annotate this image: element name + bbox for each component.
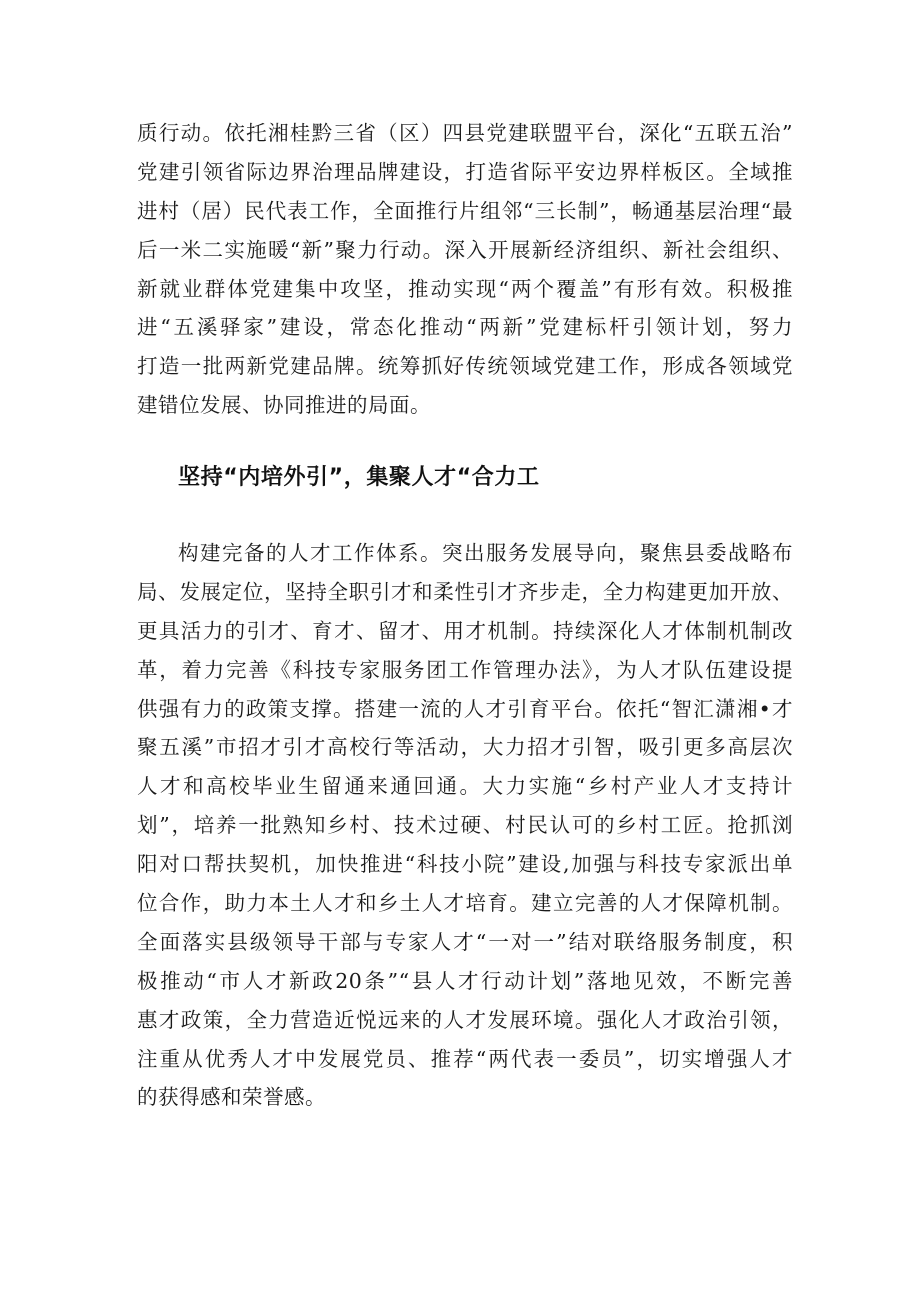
paragraph-line: 新就业群体党建集中攻坚，推动实现“两个覆盖”有形有效。积极推: [137, 276, 793, 301]
paragraph-line: 人才和高校毕业生留通来通回通。大力实施“乡村产业人才支持计: [137, 774, 793, 799]
paragraph-line: 聚五溪”市招才引才高校行等活动，大力招才引智，吸引更多高层次: [137, 735, 793, 760]
paragraph-line: 打造一批两新党建品牌。统筹抓好传统领域党建工作，形成各领域党: [137, 354, 793, 379]
paragraph-line: 革，着力完善《科技专家服务团工作管理办法》，为人才队伍建设提: [137, 657, 793, 682]
paragraph-line: 惠才政策，全力营造近悦远来的人才发展环境。强化人才政治引领，: [137, 1007, 793, 1032]
paragraph-party-building: [137, 114, 793, 425]
paragraph-line: 更具活力的引才、育才、留才、用才机制。持续深化人才体制机制改: [137, 618, 793, 643]
paragraph-line: 注重从优秀人才中发展党员、推荐“两代表一委员”，切实增强人才: [137, 1046, 793, 1071]
paragraph-line: 位合作，助力本土人才和乡土人才培育。建立完善的人才保障机制。: [137, 891, 793, 916]
paragraph-line: 构建完备的人才工作体系。突出服务发展导向，聚焦县委战略布: [178, 541, 793, 565]
paragraph-line: 阳对口帮扶契机，加快推进“科技小院”建设,加强与科技专家派出单: [137, 852, 793, 877]
paragraph-talent-work: [137, 534, 793, 1117]
paragraph-line: 党建引领省际边界治理品牌建设，打造省际平安边界样板区。全域推: [137, 159, 793, 184]
paragraph-line: 全面落实县级领导干部与专家人才“一对一”结对联络服务制度，积: [137, 929, 793, 954]
paragraph-line: 进“五溪驿家”建设，常态化推动“两新”党建标杆引领计划，努力: [137, 315, 793, 340]
section-heading: 坚持“内培外引”，集聚人才“合力工: [178, 465, 540, 490]
paragraph-line: 局、发展定位，坚持全职引才和柔性引才齐步走，全力构建更加开放、: [137, 579, 793, 604]
paragraph-line: 划”，培养一批熟知乡村、技术过硬、村民认可的乡村工匠。抢抓浏: [137, 813, 793, 838]
paragraph-line: 质行动。依托湘桂黔三省（区）四县党建联盟平台，深化“五联五治”: [137, 121, 793, 145]
paragraph-line: 供强有力的政策支撑。搭建一流的人才引育平台。依托“智汇潇湘•才: [137, 696, 793, 721]
paragraph-line: 进村（居）民代表工作，全面推行片组邻“三长制”，畅通基层治理“最: [137, 198, 793, 223]
paragraph-line: 建错位发展、协同推进的局面。: [137, 393, 431, 418]
paragraph-line: 极推动“市人才新政20条”“县人才行动计划”落地见效，不断完善: [137, 968, 793, 993]
paragraph-line: 后一米二实施暖“新”聚力行动。深入开展新经济组织、新社会组织、: [137, 237, 793, 262]
paragraph-line: 的获得感和荣誉感。: [137, 1085, 326, 1110]
